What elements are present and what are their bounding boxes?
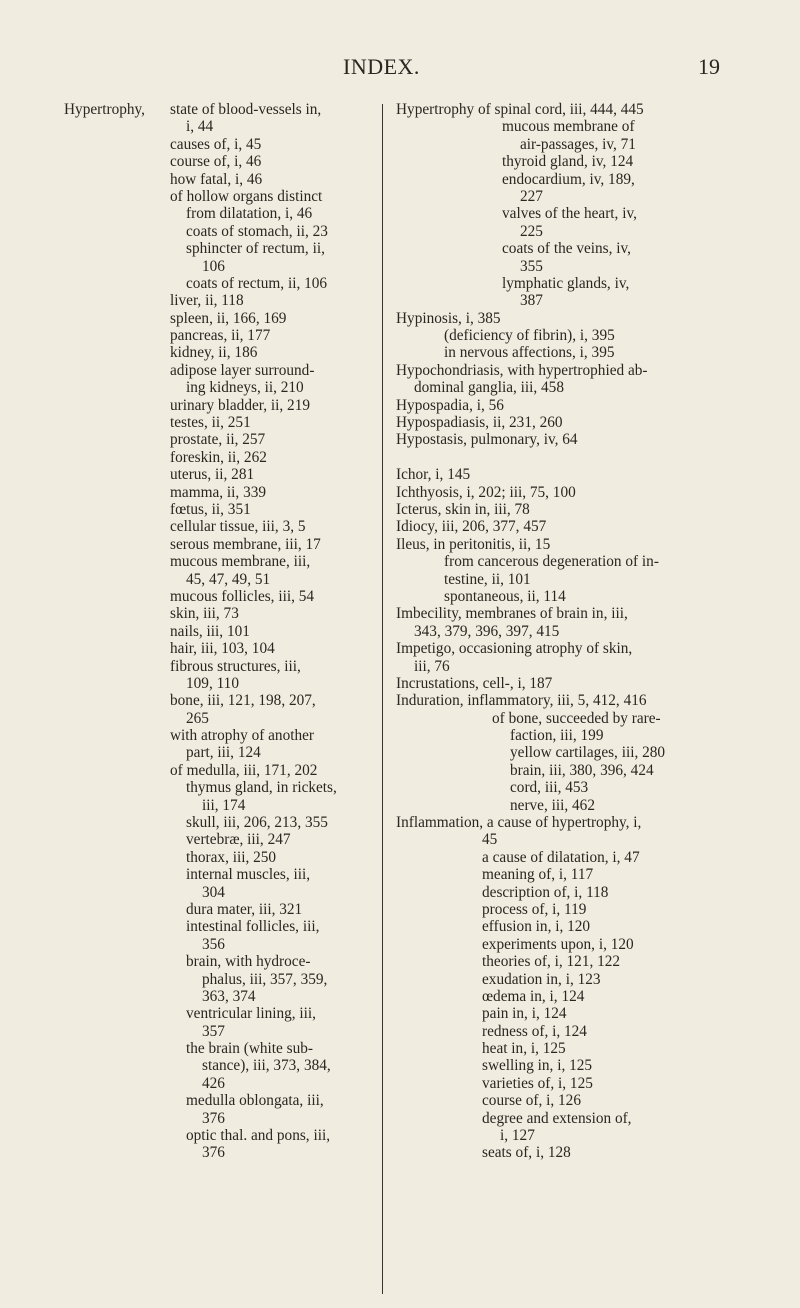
index-entry-line: (deficiency of fibrin), i, 395 [444,327,615,345]
index-entry-line: nerve, iii, 462 [510,796,595,814]
index-entry-line: i, 44 [186,118,214,136]
index-entry-line: course of, i, 126 [482,1092,581,1110]
index-entry-line: vertebræ, iii, 247 [186,831,291,849]
index-entry-line: sphincter of rectum, ii, [186,240,325,258]
index-entry-line: seats of, i, 128 [482,1144,571,1162]
index-entry-line: theories of, i, 121, 122 [482,953,621,971]
index-entry-line: 304 [202,883,225,901]
index-entry-line: nails, iii, 101 [170,622,250,640]
index-entry-line: thyroid gland, iv, 124 [502,153,634,171]
index-entry-line: fibrous structures, iii, [170,657,301,675]
index-entry-line: varieties of, i, 125 [482,1074,593,1092]
index-entry-line: 426 [202,1074,225,1092]
index-entry-line: Hypospadiasis, ii, 231, 260 [396,414,563,432]
index-entry-line: course of, i, 46 [170,153,262,171]
index-entry-line: 106 [202,257,225,275]
index-entry-line: 343, 379, 396, 397, 415 [414,622,560,640]
index-entry-line: Inflammation, a cause of hypertrophy, i, [396,814,642,832]
index-entry-line: prostate, ii, 257 [170,431,266,449]
index-entry-line: redness of, i, 124 [482,1022,587,1040]
index-entry-line: 363, 374 [202,987,256,1005]
index-entry-line: Induration, inflammatory, iii, 5, 412, 416 [396,692,647,710]
index-entry-line: pain in, i, 124 [482,1005,567,1023]
index-entry-line: Hypostasis, pulmonary, iv, 64 [396,431,578,449]
index-entry-line: uterus, ii, 281 [170,466,255,484]
index-entry-line: adipose layer surround- [170,361,315,379]
index-entry-line: serous membrane, iii, 17 [170,535,321,553]
index-entry-line: liver, ii, 118 [170,292,244,310]
index-entry-line: œdema in, i, 124 [482,987,585,1005]
index-entry-line: the brain (white sub- [186,1040,314,1058]
index-entry-line: urinary bladder, ii, 219 [170,396,310,414]
index-entry-line: brain, with hydroce- [186,953,311,971]
left-entry-list [64,101,374,1162]
index-entry-line: 376 [202,1144,225,1162]
index-entry-line: thymus gland, in rickets, [186,779,337,797]
spacer-line [396,449,741,466]
index-entry-line: state of blood-vessels in, [170,101,322,118]
index-entry-line: 265 [186,709,209,727]
index-entry-line: description of, i, 118 [482,883,609,901]
index-entry-line: Hypinosis, i, 385 [396,309,501,327]
index-entry-line: 109, 110 [186,674,239,692]
index-entry-line: optic thal. and pons, iii, [186,1127,331,1145]
index-entry-line: mamma, ii, 339 [170,483,267,501]
head-term: Hypertrophy, [64,101,145,118]
index-entry-line: air-passages, iv, 71 [520,135,636,153]
index-entry-line: 45 [482,831,498,849]
index-entry-line: process of, i, 119 [482,900,587,918]
index-entry-line: heat in, i, 125 [482,1040,566,1058]
index-entry-line: lymphatic glands, iv, [502,274,630,292]
index-entry-line: 387 [520,292,543,310]
column-divider [382,104,383,1294]
index-entry-line: 356 [202,935,225,953]
index-entry-line: iii, 174 [202,796,246,814]
index-entry-line: exudation in, i, 123 [482,970,601,988]
index-entry-line: mucous follicles, iii, 54 [170,587,315,605]
index-entry-line: 376 [202,1109,225,1127]
index-entry-line: thorax, iii, 250 [186,848,277,866]
index-entry-line: faction, iii, 199 [510,727,604,745]
index-entry-line: yellow cartilages, iii, 280 [510,744,666,762]
index-entry-line: Idiocy, iii, 206, 377, 457 [396,518,547,536]
index-entry-line: Hypertrophy of spinal cord, iii, 444, 445 [396,101,644,118]
index-entry-line: Incrustations, cell-, i, 187 [396,674,553,692]
index-entry-line: Ichthyosis, i, 202; iii, 75, 100 [396,483,576,501]
index-entry-line: coats of stomach, ii, 23 [186,222,328,240]
index-entry-line: internal muscles, iii, [186,866,311,884]
index-entry-line: Impetigo, occasioning atrophy of skin, [396,640,633,658]
index-entry-line: degree and extension of, [482,1109,632,1127]
index-entry-line: meaning of, i, 117 [482,866,594,884]
index-entry-line: 357 [202,1022,225,1040]
index-entry-line: coats of rectum, ii, 106 [186,274,328,292]
index-entry-line: a cause of dilatation, i, 47 [482,848,640,866]
index-entry-line: of medulla, iii, 171, 202 [170,761,318,779]
index-entry-line: medulla oblongata, iii, [186,1092,324,1110]
index-entry-line: Ileus, in peritonitis, ii, 15 [396,535,551,553]
index-entry-line: testes, ii, 251 [170,414,251,432]
index-entry-line: coats of the veins, iv, [502,240,632,258]
index-entry-line: skull, iii, 206, 213, 355 [186,814,328,832]
index-entry-line: Imbecility, membranes of brain in, iii, [396,605,628,623]
index-entry-line: of hollow organs distinct [170,187,323,205]
index-entry-line: mucous membrane of [502,118,635,136]
index-entry-line: from dilatation, i, 46 [186,205,313,223]
index-entry-line: 227 [520,187,543,205]
index-entry-line: Hypospadia, i, 56 [396,396,504,414]
index-entry-line: how fatal, i, 46 [170,170,263,188]
index-entry-line: cellular tissue, iii, 3, 5 [170,518,306,536]
index-entry-line: 45, 47, 49, 51 [186,570,271,588]
index-entry-line: testine, ii, 101 [444,570,531,588]
index-entry-line: i, 127 [500,1127,535,1145]
index-entry-line: with atrophy of another [170,727,315,745]
index-entry-line: Hypochondriasis, with hypertrophied ab- [396,361,648,379]
index-entry-line: iii, 76 [414,657,450,675]
index-entry-line: mucous membrane, iii, [170,553,311,571]
index-entry-line: brain, iii, 380, 396, 424 [510,761,654,779]
index-entry-line: Icterus, skin in, iii, 78 [396,500,530,518]
left-column [64,101,374,1162]
index-entry-line: ventricular lining, iii, [186,1005,316,1023]
index-entry-line: of bone, succeeded by rare- [492,709,661,727]
index-entry-line: ing kidneys, ii, 210 [186,379,304,397]
index-entry-line: phalus, iii, 357, 359, [202,970,328,988]
index-entry-line: dura mater, iii, 321 [186,900,303,918]
index-entry-line: 355 [520,257,543,275]
index-entry-line: spontaneous, ii, 114 [444,587,566,605]
index-entry-line: from cancerous degeneration of in- [444,553,659,571]
index-entry-line: intestinal follicles, iii, [186,918,320,936]
page-number: 19 [698,54,720,79]
index-entry-line: foreskin, ii, 262 [170,448,267,466]
index-entry-line: fœtus, ii, 351 [170,500,251,518]
right-column [396,101,741,1162]
page-title: INDEX. [343,54,420,79]
index-entry-line: stance), iii, 373, 384, [202,1057,331,1075]
index-entry-line: swelling in, i, 125 [482,1057,593,1075]
index-entry-line: dominal ganglia, iii, 458 [414,379,564,397]
index-entry-line: kidney, ii, 186 [170,344,258,362]
right-entry-list [396,101,741,1162]
index-entry-line: effusion in, i, 120 [482,918,591,936]
index-entry-line: skin, iii, 73 [170,605,239,623]
index-entry-line: bone, iii, 121, 198, 207, [170,692,316,710]
index-entry-line: experiments upon, i, 120 [482,935,634,953]
index-entry-line: causes of, i, 45 [170,135,262,153]
index-entry-line: Ichor, i, 145 [396,466,471,484]
index-entry-line: 225 [520,222,543,240]
index-entry-line: pancreas, ii, 177 [170,327,271,345]
index-entry-line: endocardium, iv, 189, [502,170,635,188]
index-entry-line: valves of the heart, iv, [502,205,637,223]
index-entry-line: part, iii, 124 [186,744,261,762]
page-header [0,54,800,84]
index-entry-line: hair, iii, 103, 104 [170,640,275,658]
index-entry-line: spleen, ii, 166, 169 [170,309,287,327]
index-entry-line: cord, iii, 453 [510,779,589,797]
index-entry-line: in nervous affections, i, 395 [444,344,615,362]
